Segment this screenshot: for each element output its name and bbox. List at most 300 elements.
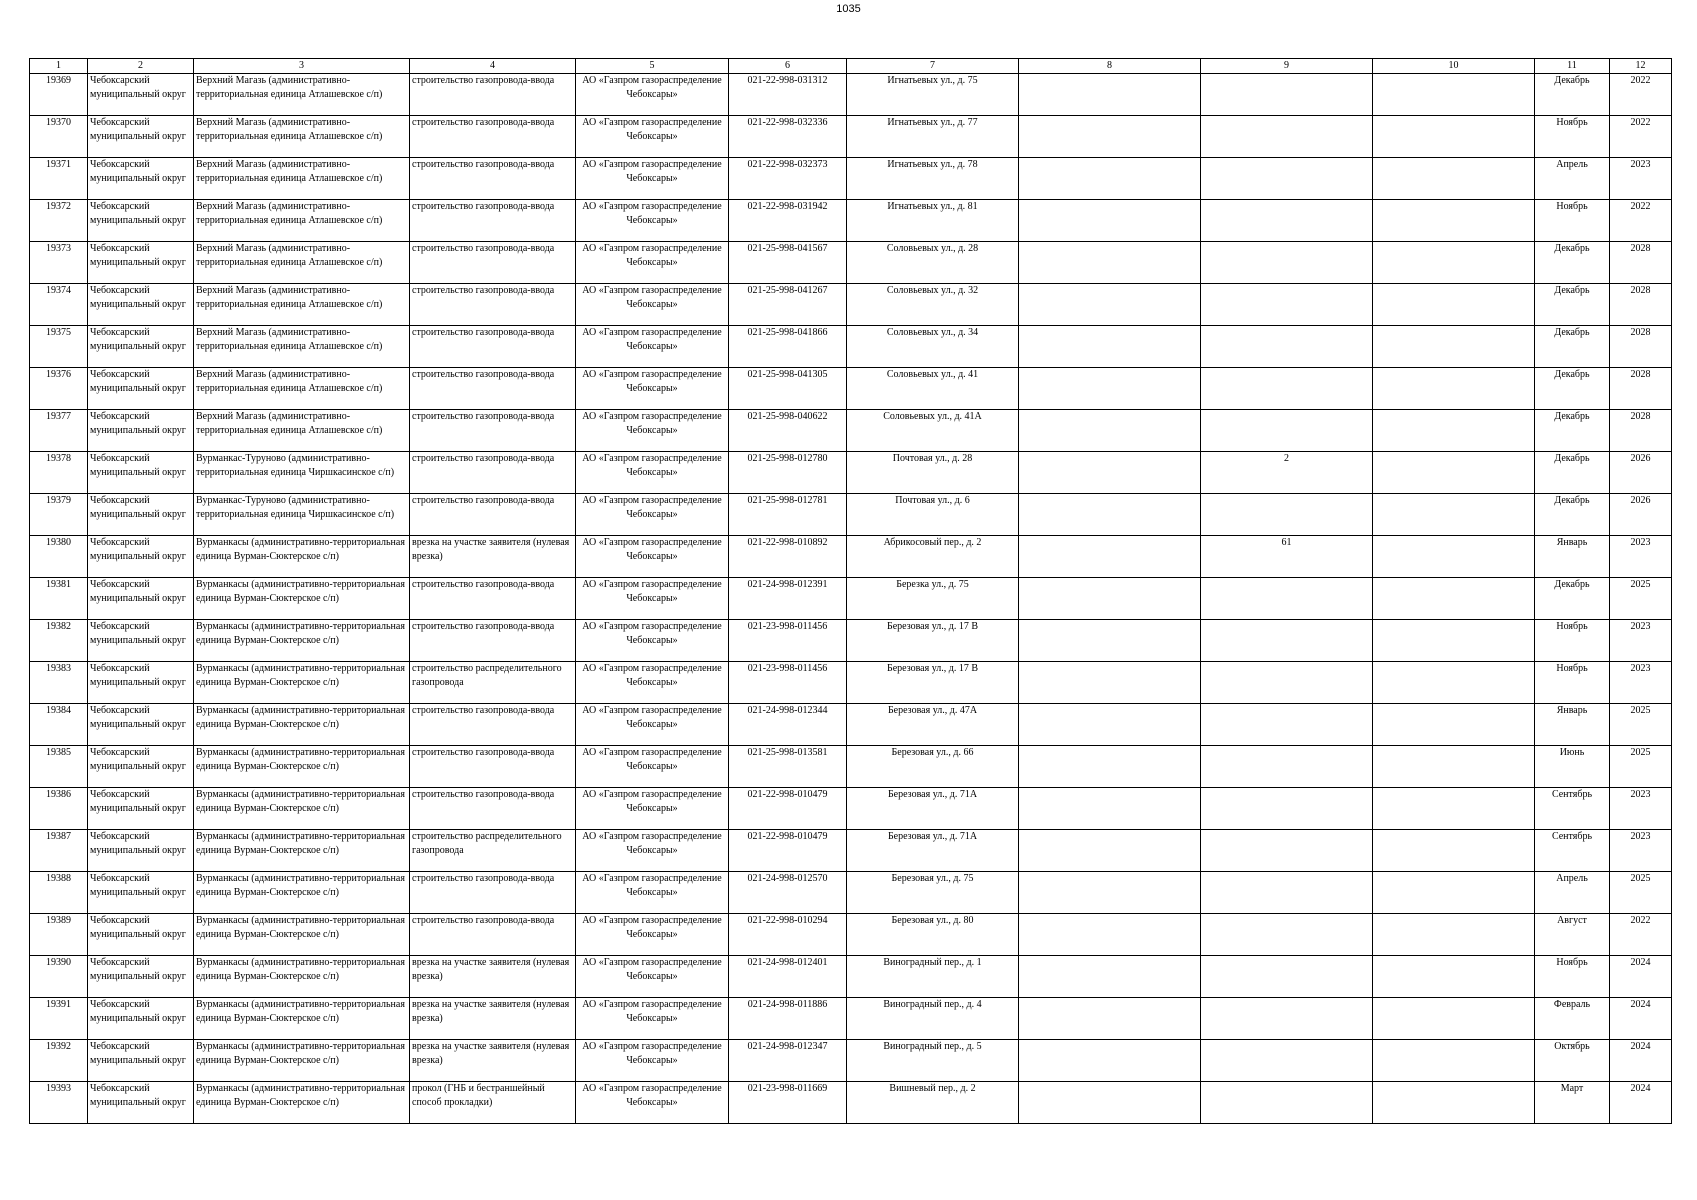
application-code-cell-text: 021-25-998-040622	[747, 411, 828, 422]
row-number	[30, 746, 88, 788]
organization-cell	[576, 368, 729, 410]
locality-cell-text: Вурманкасы (административно-территориальная единица Вурман-Сюктерское с/п)	[196, 747, 405, 772]
row-number	[30, 326, 88, 368]
locality-cell-text: Верхний Магазь (административно-территориальная единица Атлашевское с/п)	[196, 327, 383, 352]
column-8-cell	[1019, 452, 1201, 494]
district-cell-text: Чебоксарский муниципальный округ	[90, 831, 186, 856]
work-type-cell	[410, 284, 576, 326]
table-row	[30, 452, 1672, 494]
column-header: 3	[194, 59, 410, 74]
application-code-cell	[729, 494, 847, 536]
organization-cell-text: АО «Газпром газораспределение Чебоксары»	[582, 663, 722, 688]
address-cell-text: Березовая ул., д. 66	[891, 747, 974, 758]
row-number	[30, 578, 88, 620]
work-type-cell-text: строительство газопровода-ввода	[412, 159, 555, 170]
row-number	[30, 704, 88, 746]
row-number-text: 19373	[46, 243, 71, 254]
address-cell-text: Березовая ул., д. 80	[891, 915, 974, 926]
year-cell	[1610, 536, 1672, 578]
column-8-cell	[1019, 956, 1201, 998]
district-cell	[88, 326, 194, 368]
row-number	[30, 368, 88, 410]
work-type-cell-text: врезка на участке заявителя (нулевая врезка)	[412, 957, 570, 982]
application-code-cell	[729, 368, 847, 410]
work-type-cell-text: строительство газопровода-ввода	[412, 453, 555, 464]
column-9-cell	[1201, 158, 1373, 200]
work-type-cell	[410, 1040, 576, 1082]
column-8-cell	[1019, 242, 1201, 284]
column-9-cell	[1201, 1040, 1373, 1082]
district-cell	[88, 830, 194, 872]
row-number-text: 19391	[46, 999, 71, 1010]
address-cell	[847, 578, 1019, 620]
district-cell-text: Чебоксарский муниципальный округ	[90, 453, 186, 478]
month-cell-text: Ноябрь	[1556, 621, 1588, 632]
month-cell	[1535, 1040, 1610, 1082]
work-type-cell	[410, 452, 576, 494]
work-type-cell-text: строительство газопровода-ввода	[412, 621, 555, 632]
organization-cell-text: АО «Газпром газораспределение Чебоксары»	[582, 999, 722, 1024]
application-code-cell-text: 021-25-998-041305	[747, 369, 828, 380]
column-header: 8	[1019, 59, 1201, 74]
row-number-text: 19374	[46, 285, 71, 296]
table-row	[30, 914, 1672, 956]
work-type-cell	[410, 578, 576, 620]
address-cell-text: Березовая ул., д. 17 В	[886, 663, 979, 674]
month-cell	[1535, 284, 1610, 326]
month-cell-text: Декабрь	[1554, 369, 1590, 380]
month-cell-text: Ноябрь	[1556, 957, 1588, 968]
column-10-cell	[1373, 410, 1535, 452]
organization-cell-text: АО «Газпром газораспределение Чебоксары»	[582, 1083, 722, 1108]
application-code-cell-text: 021-23-998-011669	[747, 1083, 828, 1094]
column-header: 2	[88, 59, 194, 74]
locality-cell-text: Вурманкасы (административно-территориальная единица Вурман-Сюктерское с/п)	[196, 789, 405, 814]
organization-cell-text: АО «Газпром газораспределение Чебоксары»	[582, 957, 722, 982]
district-cell-text: Чебоксарский муниципальный округ	[90, 201, 186, 226]
district-cell	[88, 578, 194, 620]
organization-cell-text: АО «Газпром газораспределение Чебоксары»	[582, 789, 722, 814]
row-number	[30, 1082, 88, 1124]
year-cell-text: 2023	[1630, 789, 1651, 800]
district-cell	[88, 368, 194, 410]
column-10-cell	[1373, 1082, 1535, 1124]
locality-cell-text: Верхний Магазь (административно-территориальная единица Атлашевское с/п)	[196, 201, 383, 226]
locality-cell	[194, 956, 410, 998]
table-row	[30, 494, 1672, 536]
locality-cell	[194, 158, 410, 200]
table-row	[30, 872, 1672, 914]
month-cell-text: Декабрь	[1554, 495, 1590, 506]
month-cell-text: Март	[1560, 1083, 1584, 1094]
application-code-cell	[729, 746, 847, 788]
address-cell	[847, 1040, 1019, 1082]
column-9-cell-text: 61	[1281, 537, 1292, 548]
district-cell-text: Чебоксарский муниципальный округ	[90, 747, 186, 772]
address-cell-text: Березовая ул., д. 47А	[887, 705, 978, 716]
district-cell-text: Чебоксарский муниципальный округ	[90, 285, 186, 310]
month-cell-text: Декабрь	[1554, 453, 1590, 464]
table-row	[30, 284, 1672, 326]
district-cell-text: Чебоксарский муниципальный округ	[90, 495, 186, 520]
year-cell	[1610, 1082, 1672, 1124]
month-cell-text: Декабрь	[1554, 75, 1590, 86]
application-code-cell-text: 021-23-998-011456	[747, 621, 828, 632]
month-cell-text: Январь	[1556, 537, 1588, 548]
organization-cell-text: АО «Газпром газораспределение Чебоксары»	[582, 369, 722, 394]
application-code-cell-text: 021-22-998-010892	[747, 537, 828, 548]
year-cell	[1610, 662, 1672, 704]
year-cell	[1610, 914, 1672, 956]
district-cell-text: Чебоксарский муниципальный округ	[90, 1041, 186, 1066]
address-cell-text: Вишневый пер., д. 2	[889, 1083, 976, 1094]
district-cell	[88, 200, 194, 242]
application-code-cell-text: 021-24-998-012347	[747, 1041, 828, 1052]
column-9-cell	[1201, 1082, 1373, 1124]
application-code-cell	[729, 956, 847, 998]
row-number	[30, 956, 88, 998]
organization-cell	[576, 158, 729, 200]
application-code-cell	[729, 452, 847, 494]
locality-cell	[194, 872, 410, 914]
row-number-text: 19376	[46, 369, 71, 380]
address-cell	[847, 536, 1019, 578]
year-cell-text: 2028	[1630, 411, 1651, 422]
work-type-cell	[410, 956, 576, 998]
organization-cell-text: АО «Газпром газораспределение Чебоксары»	[582, 621, 722, 646]
year-cell	[1610, 956, 1672, 998]
district-cell-text: Чебоксарский муниципальный округ	[90, 957, 186, 982]
work-type-cell	[410, 158, 576, 200]
application-code-cell	[729, 620, 847, 662]
month-cell-text: Октябрь	[1554, 1041, 1590, 1052]
district-cell	[88, 998, 194, 1040]
row-number-text: 19385	[46, 747, 71, 758]
row-number	[30, 662, 88, 704]
column-8-cell	[1019, 746, 1201, 788]
year-cell	[1610, 200, 1672, 242]
work-type-cell-text: строительство газопровода-ввода	[412, 285, 555, 296]
locality-cell-text: Верхний Магазь (административно-территориальная единица Атлашевское с/п)	[196, 285, 383, 310]
district-cell	[88, 116, 194, 158]
work-type-cell-text: строительство газопровода-ввода	[412, 579, 555, 590]
month-cell-text: Декабрь	[1554, 243, 1590, 254]
district-cell-text: Чебоксарский муниципальный округ	[90, 243, 186, 268]
application-code-cell	[729, 242, 847, 284]
month-cell	[1535, 452, 1610, 494]
locality-cell-text: Вурманкасы (административно-территориальная единица Вурман-Сюктерское с/п)	[196, 705, 405, 730]
locality-cell-text: Верхний Магазь (административно-территориальная единица Атлашевское с/п)	[196, 75, 383, 100]
work-type-cell	[410, 1082, 576, 1124]
table-row	[30, 578, 1672, 620]
district-cell-text: Чебоксарский муниципальный округ	[90, 327, 186, 352]
district-cell	[88, 704, 194, 746]
address-cell	[847, 956, 1019, 998]
locality-cell-text: Вурманкасы (административно-территориальная единица Вурман-Сюктерское с/п)	[196, 1041, 405, 1066]
district-cell	[88, 956, 194, 998]
address-cell-text: Березовая ул., д. 17 В	[886, 621, 979, 632]
row-number	[30, 452, 88, 494]
row-number-text: 19384	[46, 705, 71, 716]
year-cell-text: 2025	[1630, 579, 1651, 590]
organization-cell	[576, 242, 729, 284]
locality-cell-text: Вурманкасы (административно-территориальная единица Вурман-Сюктерское с/п)	[196, 915, 405, 940]
address-cell-text: Соловьевых ул., д. 28	[886, 243, 979, 254]
locality-cell	[194, 662, 410, 704]
district-cell	[88, 788, 194, 830]
locality-cell-text: Вурманкасы (административно-территориальная единица Вурман-Сюктерское с/п)	[196, 831, 405, 856]
column-8-cell	[1019, 998, 1201, 1040]
header-row	[30, 59, 1672, 74]
organization-cell	[576, 788, 729, 830]
column-header: 6	[729, 59, 847, 74]
month-cell-text: Декабрь	[1554, 327, 1590, 338]
table-row	[30, 1040, 1672, 1082]
locality-cell	[194, 998, 410, 1040]
work-type-cell	[410, 788, 576, 830]
organization-cell-text: АО «Газпром газораспределение Чебоксары»	[582, 705, 722, 730]
work-type-cell-text: строительство газопровода-ввода	[412, 369, 555, 380]
year-cell	[1610, 872, 1672, 914]
district-cell-text: Чебоксарский муниципальный округ	[90, 159, 186, 184]
row-number-text: 19370	[46, 117, 71, 128]
work-type-cell	[410, 536, 576, 578]
work-type-cell	[410, 326, 576, 368]
row-number-text: 19386	[46, 789, 71, 800]
application-code-cell	[729, 326, 847, 368]
work-type-cell	[410, 998, 576, 1040]
district-cell	[88, 452, 194, 494]
application-code-cell-text: 021-24-998-011886	[747, 999, 828, 1010]
column-header: 11	[1535, 59, 1610, 74]
district-cell	[88, 284, 194, 326]
table-row	[30, 410, 1672, 452]
application-code-cell-text: 021-22-998-032336	[747, 117, 828, 128]
address-cell-text: Березовая ул., д. 71А	[887, 789, 978, 800]
work-type-cell-text: строительство газопровода-ввода	[412, 411, 555, 422]
organization-cell	[576, 620, 729, 662]
year-cell	[1610, 704, 1672, 746]
column-9-cell	[1201, 914, 1373, 956]
month-cell	[1535, 74, 1610, 116]
row-number-text: 19375	[46, 327, 71, 338]
table-row	[30, 326, 1672, 368]
organization-cell	[576, 872, 729, 914]
row-number-text: 19378	[46, 453, 71, 464]
address-cell	[847, 284, 1019, 326]
district-cell-text: Чебоксарский муниципальный округ	[90, 75, 186, 100]
application-code-cell-text: 021-24-998-012391	[747, 579, 828, 590]
month-cell	[1535, 410, 1610, 452]
address-cell-text: Почтовая ул., д. 28	[892, 453, 973, 464]
organization-cell-text: АО «Газпром газораспределение Чебоксары»	[582, 915, 722, 940]
page-number: 1035	[836, 3, 861, 15]
table-row	[30, 956, 1672, 998]
application-code-cell-text: 021-24-998-012401	[747, 957, 828, 968]
column-9-cell	[1201, 704, 1373, 746]
district-cell	[88, 746, 194, 788]
district-cell	[88, 242, 194, 284]
application-code-cell	[729, 200, 847, 242]
month-cell-text: Ноябрь	[1556, 117, 1588, 128]
work-type-cell-text: строительство газопровода-ввода	[412, 117, 555, 128]
address-cell	[847, 830, 1019, 872]
row-number-text: 19389	[46, 915, 71, 926]
year-cell	[1610, 746, 1672, 788]
application-code-cell-text: 021-22-998-031942	[747, 201, 828, 212]
locality-cell	[194, 1082, 410, 1124]
row-number	[30, 410, 88, 452]
district-cell	[88, 914, 194, 956]
district-cell	[88, 74, 194, 116]
address-cell-text: Абрикосовый пер., д. 2	[883, 537, 982, 548]
locality-cell	[194, 284, 410, 326]
column-8-cell	[1019, 578, 1201, 620]
address-cell-text: Игнатьевых ул., д. 81	[887, 201, 978, 212]
work-type-cell	[410, 494, 576, 536]
table-row	[30, 536, 1672, 578]
month-cell	[1535, 914, 1610, 956]
work-type-cell-text: строительство газопровода-ввода	[412, 75, 555, 86]
column-10-cell	[1373, 620, 1535, 662]
work-type-cell-text: строительство газопровода-ввода	[412, 705, 555, 716]
column-9-cell	[1201, 620, 1373, 662]
organization-cell	[576, 200, 729, 242]
column-9-cell	[1201, 284, 1373, 326]
month-cell-text: Ноябрь	[1556, 663, 1588, 674]
locality-cell	[194, 494, 410, 536]
district-cell-text: Чебоксарский муниципальный округ	[90, 117, 186, 142]
year-cell-text: 2022	[1630, 915, 1651, 926]
application-code-cell-text: 021-22-998-032373	[747, 159, 828, 170]
district-cell	[88, 536, 194, 578]
address-cell	[847, 704, 1019, 746]
year-cell-text: 2023	[1630, 621, 1651, 632]
work-type-cell	[410, 662, 576, 704]
table-row	[30, 620, 1672, 662]
column-header: 12	[1610, 59, 1672, 74]
year-cell-text: 2023	[1630, 537, 1651, 548]
year-cell-text: 2022	[1630, 117, 1651, 128]
year-cell-text: 2026	[1630, 453, 1651, 464]
work-type-cell-text: врезка на участке заявителя (нулевая врезка)	[412, 999, 570, 1024]
address-cell-text: Соловьевых ул., д. 32	[886, 285, 979, 296]
column-9-cell	[1201, 830, 1373, 872]
row-number	[30, 494, 88, 536]
row-number	[30, 200, 88, 242]
work-type-cell-text: строительство газопровода-ввода	[412, 201, 555, 212]
district-cell	[88, 1082, 194, 1124]
row-number-text: 19372	[46, 201, 71, 212]
row-number-text: 19393	[46, 1083, 71, 1094]
application-code-cell-text: 021-24-998-012344	[747, 705, 828, 716]
row-number-text: 19379	[46, 495, 71, 506]
application-code-cell-text: 021-25-998-041567	[747, 243, 828, 254]
application-code-cell	[729, 1040, 847, 1082]
address-cell	[847, 74, 1019, 116]
address-cell-text: Виноградный пер., д. 1	[883, 957, 982, 968]
column-8-cell	[1019, 1082, 1201, 1124]
column-10-cell	[1373, 956, 1535, 998]
district-cell-text: Чебоксарский муниципальный округ	[90, 915, 186, 940]
column-10-cell	[1373, 326, 1535, 368]
month-cell	[1535, 242, 1610, 284]
column-9-cell	[1201, 410, 1373, 452]
month-cell-text: Январь	[1556, 705, 1588, 716]
row-number	[30, 914, 88, 956]
year-cell	[1610, 578, 1672, 620]
organization-cell-text: АО «Газпром газораспределение Чебоксары»	[582, 831, 722, 856]
organization-cell	[576, 998, 729, 1040]
locality-cell	[194, 452, 410, 494]
year-cell	[1610, 998, 1672, 1040]
application-code-cell	[729, 158, 847, 200]
row-number-text: 19383	[46, 663, 71, 674]
locality-cell-text: Верхний Магазь (административно-территориальная единица Атлашевское с/п)	[196, 117, 383, 142]
year-cell-text: 2023	[1630, 831, 1651, 842]
address-cell-text: Виноградный пер., д. 4	[883, 999, 982, 1010]
column-9-cell	[1201, 998, 1373, 1040]
work-type-cell	[410, 914, 576, 956]
application-code-cell-text: 021-22-998-010294	[747, 915, 828, 926]
year-cell-text: 2028	[1630, 327, 1651, 338]
work-type-cell-text: строительство распределительного газопровода	[412, 663, 562, 688]
column-8-cell	[1019, 1040, 1201, 1082]
column-8-cell	[1019, 704, 1201, 746]
organization-cell-text: АО «Газпром газораспределение Чебоксары»	[582, 117, 722, 142]
locality-cell-text: Вурманкасы (административно-территориальная единица Вурман-Сюктерское с/п)	[196, 579, 405, 604]
month-cell-text: Декабрь	[1554, 411, 1590, 422]
locality-cell-text: Вурманкасы (административно-территориальная единица Вурман-Сюктерское с/п)	[196, 873, 405, 898]
year-cell-text: 2023	[1630, 159, 1651, 170]
month-cell	[1535, 998, 1610, 1040]
address-cell-text: Игнатьевых ул., д. 78	[887, 159, 978, 170]
month-cell	[1535, 368, 1610, 410]
locality-cell	[194, 1040, 410, 1082]
month-cell	[1535, 872, 1610, 914]
column-10-cell	[1373, 788, 1535, 830]
organization-cell	[576, 536, 729, 578]
district-cell-text: Чебоксарский муниципальный округ	[90, 873, 186, 898]
district-cell-text: Чебоксарский муниципальный округ	[90, 579, 186, 604]
table-row	[30, 830, 1672, 872]
month-cell	[1535, 494, 1610, 536]
locality-cell	[194, 620, 410, 662]
column-8-cell	[1019, 200, 1201, 242]
address-cell	[847, 872, 1019, 914]
work-type-cell-text: строительство газопровода-ввода	[412, 747, 555, 758]
month-cell	[1535, 788, 1610, 830]
month-cell	[1535, 1082, 1610, 1124]
table-row	[30, 998, 1672, 1040]
row-number	[30, 242, 88, 284]
year-cell	[1610, 326, 1672, 368]
locality-cell	[194, 914, 410, 956]
column-10-cell	[1373, 242, 1535, 284]
work-type-cell	[410, 830, 576, 872]
column-9-cell	[1201, 242, 1373, 284]
row-number-text: 19390	[46, 957, 71, 968]
month-cell-text: Декабрь	[1554, 285, 1590, 296]
column-header: 5	[576, 59, 729, 74]
address-cell	[847, 494, 1019, 536]
application-code-cell	[729, 578, 847, 620]
month-cell	[1535, 662, 1610, 704]
application-code-cell-text: 021-24-998-012570	[747, 873, 828, 884]
work-type-cell-text: строительство газопровода-ввода	[412, 915, 555, 926]
address-cell	[847, 662, 1019, 704]
month-cell-text: Апрель	[1556, 159, 1588, 170]
